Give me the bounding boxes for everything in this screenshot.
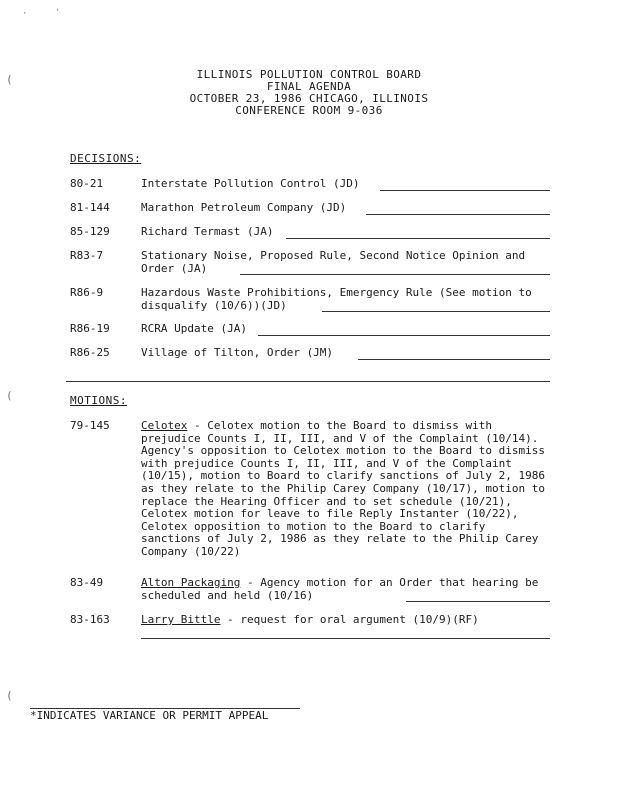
underline-rule xyxy=(322,311,550,312)
motion-number: 83-163 xyxy=(70,613,110,626)
meeting-room: CONFERENCE ROOM 9-036 xyxy=(235,104,383,117)
agency-name: ILLINOIS POLLUTION CONTROL BOARD xyxy=(196,68,422,81)
motion-party: Alton Packaging xyxy=(141,576,241,589)
motion-description: - Celotex motion to the Board to dismiss with prejudice Counts I, II, III, and V of the Complaint (10/14). Agency's opposition to Celotex motion to the Board to dismiss with prejudice Counts I, II, III, and V of the Complaint (10/15), motion to Board to clarify sanctions of July 2, 1986 as they relate to the Philip Carey Company (10/17), motion to replace the Hearing Officer and to set schedule (10/21), Celotex motion for leave to file Reply Instanter (10/22), Celotex opposition to motion to the Board to clarify sanctions of July 2, 1986 as they relate to the Philip Carey Company (10/22) xyxy=(141,419,545,558)
underline-rule xyxy=(366,214,550,215)
scan-speck: ' xyxy=(55,8,61,18)
motion-text xyxy=(141,614,551,627)
decisions-heading: DECISIONS: xyxy=(70,152,142,165)
underline-rule xyxy=(258,335,550,336)
motion-description: - Agency motion for an Order that hearing be scheduled and held (10/16) xyxy=(141,576,539,602)
decision-text: Village of Tilton, Order (JM) xyxy=(141,346,334,359)
decision-text: Interstate Pollution Control (JD) xyxy=(141,177,360,190)
meeting-date-location: OCTOBER 23, 1986 CHICAGO, ILLINOIS xyxy=(189,92,429,105)
decision-number: 85-129 xyxy=(70,225,110,238)
scan-speck: · xyxy=(22,9,28,19)
decision-number: R86-9 xyxy=(70,286,104,299)
decision-text: RCRA Update (JA) xyxy=(141,322,247,335)
underline-rule xyxy=(358,359,550,360)
decision-text: Hazardous Waste Prohibitions, Emergency Rule (See motion to disqualify (10/6))(JD) xyxy=(141,286,532,312)
motions-heading: MOTIONS: xyxy=(70,394,127,407)
motion-text xyxy=(141,420,551,559)
underline-rule xyxy=(141,638,550,639)
decision-number: 81-144 xyxy=(70,201,110,214)
scan-speck: ( xyxy=(6,73,13,86)
agenda-title: FINAL AGENDA xyxy=(266,80,352,93)
motion-text xyxy=(141,577,551,602)
decision-number: R86-19 xyxy=(70,322,110,335)
decision-number: R86-25 xyxy=(70,346,110,359)
decision-text: Richard Termast (JA) xyxy=(141,225,274,238)
underline-rule xyxy=(380,190,550,191)
motion-number: 83-49 xyxy=(70,576,104,589)
motion-party: Larry Bittle xyxy=(141,613,221,626)
motion-party: Celotex xyxy=(141,419,188,432)
scan-speck: ( xyxy=(6,689,13,702)
decision-text: Stationary Noise, Proposed Rule, Second Notice Opinion and Order (JA) xyxy=(141,249,526,275)
underline-rule xyxy=(406,601,550,602)
decision-number: R83-7 xyxy=(70,249,104,262)
decision-text: Marathon Petroleum Company (JD) xyxy=(141,201,347,214)
decision-number: 80-21 xyxy=(70,177,104,190)
scan-speck: ( xyxy=(6,389,13,402)
motion-description: - request for oral argument (10/9)(RF) xyxy=(220,613,479,626)
underline-rule xyxy=(286,238,550,239)
underline-rule xyxy=(240,274,550,275)
motion-number: 79-145 xyxy=(70,419,110,432)
section-divider xyxy=(66,381,550,382)
footnote: *INDICATES VARIANCE OR PERMIT APPEAL xyxy=(30,709,269,722)
